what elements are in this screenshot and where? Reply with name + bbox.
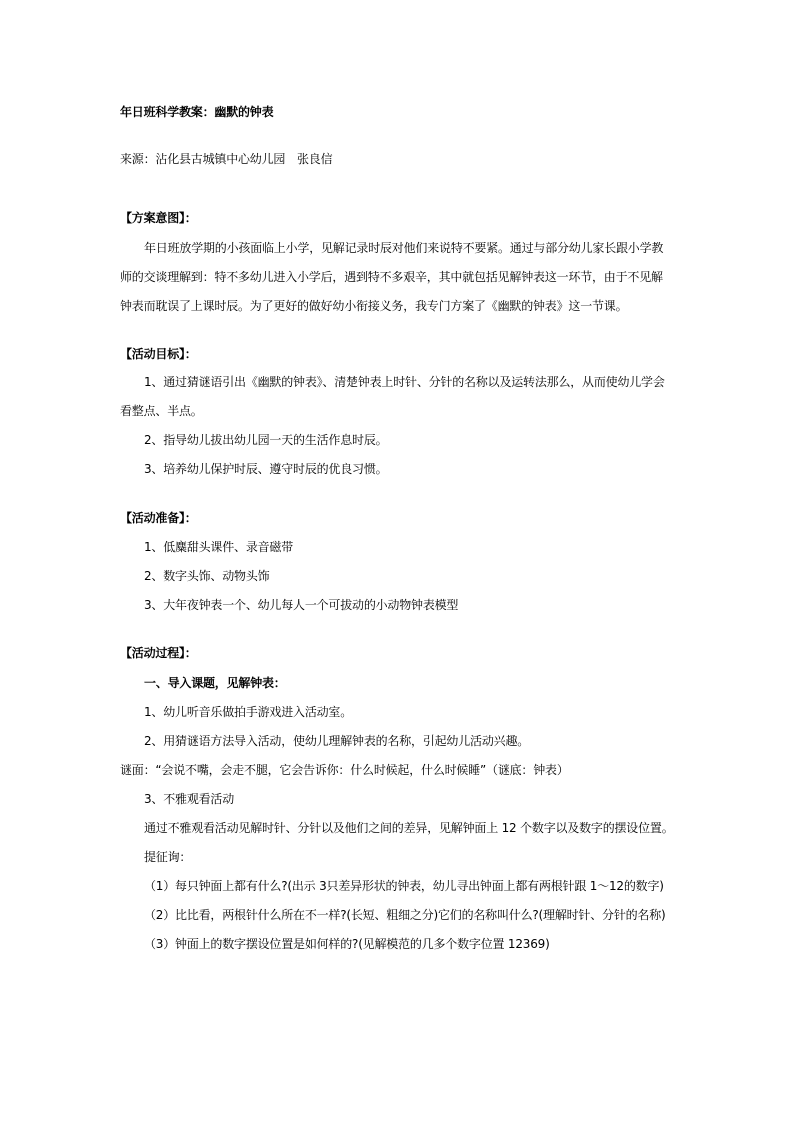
riddle-line: 谜面：“会说不嘴，会走不腿，它会告诉你：什么时候起，什么时候睡”（谜底：钟表） bbox=[120, 763, 569, 777]
process-heading: 【活动过程】： bbox=[120, 646, 197, 660]
process-item: 3、不雅观看活动 bbox=[144, 792, 235, 806]
goal-item: 3、培养幼儿保护时辰、遵守时辰的优良习惯。 bbox=[144, 462, 388, 476]
design-heading: 【方案意图】： bbox=[120, 211, 197, 225]
process-item: 1、幼儿听音乐做拍手游戏进入活动室。 bbox=[144, 705, 353, 719]
process-subheading: 一、导入课题，见解钟表： bbox=[144, 676, 286, 690]
prep-item: 3、大年夜钟表一个、幼儿每人一个可拔动的小动物钟表模型 bbox=[144, 598, 459, 612]
design-paragraph-line: 年日班放学期的小孩面临上小学，见解记录时辰对他们来说特不要紧。通过与部分幼儿家长跟小学教 bbox=[144, 241, 664, 255]
goal-item: 1、通过猜谜语引出《幽默的钟表》、清楚钟表上时针、分针的名称以及运转法那么，从而使幼儿学会 bbox=[144, 375, 665, 389]
source-line: 来源：沾化县古城镇中心幼儿园 张良信 bbox=[120, 152, 333, 166]
goal-item-continued: 看整点、半点。 bbox=[120, 404, 203, 418]
prep-heading: 【活动准备】： bbox=[120, 511, 197, 525]
document-title: 年日班科学教案：幽默的钟表 bbox=[120, 105, 274, 119]
prep-item: 2、数字头饰、动物头饰 bbox=[144, 569, 270, 583]
question-item: （2）比比看，两根针什么所在不一样?(长短、粗细之分)它们的名称叫什么?(理解时针、分针的名称) bbox=[144, 908, 666, 922]
goal-item: 2、指导幼儿拔出幼儿园一天的生活作息时辰。 bbox=[144, 433, 388, 447]
design-paragraph-line: 钟表而耽误了上课时辰。为了更好的做好幼小衔接义务，我专门方案了《幽默的钟表》这一节课。 bbox=[120, 299, 628, 313]
goals-heading: 【活动目标】： bbox=[120, 347, 197, 361]
design-paragraph-line: 师的交谈理解到：特不多幼儿进入小学后，遇到特不多艰辛，其中就包括见解钟表这一环节，由于不见解 bbox=[120, 270, 663, 284]
process-item: 2、用猜谜语方法导入活动，使幼儿理解钟表的名称，引起幼儿活动兴趣。 bbox=[144, 734, 530, 748]
question-item: （3）钟面上的数字摆设位置是如何样的?(见解模范的几多个数字位置 12369) bbox=[144, 937, 550, 951]
prep-item: 1、低麋甜头课件、录音磁带 bbox=[144, 540, 294, 554]
question-item: （1）每只钟面上都有什么?(出示 3只差异形状的钟表，幼儿寻出钟面上都有两根针跟 1～12的数字) bbox=[144, 879, 664, 893]
process-item: 提征询： bbox=[144, 850, 192, 864]
process-item: 通过不雅观看活动见解时针、分针以及他们之间的差异，见解钟面上 12 个数字以及数字的摆设位置。 bbox=[144, 821, 674, 835]
